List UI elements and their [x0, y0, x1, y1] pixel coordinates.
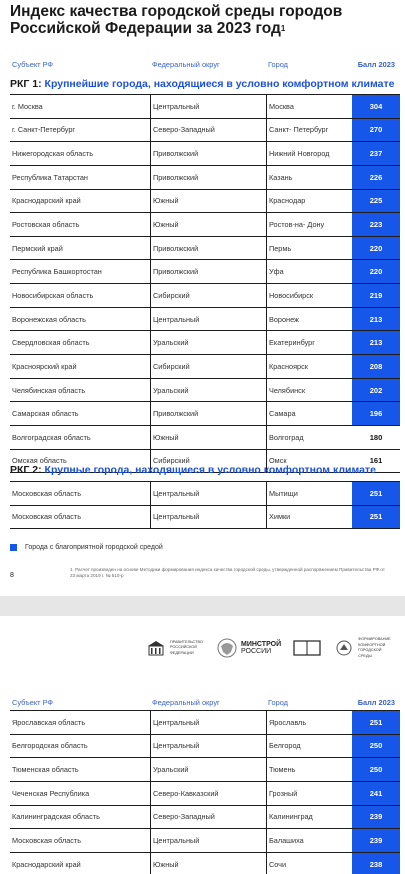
district-cell: Центральный: [150, 735, 268, 758]
subject-cell: Новосибирская область: [12, 290, 94, 300]
district-cell: Центральный: [150, 711, 268, 734]
district-cell: Южный: [150, 213, 268, 236]
footnote: 1. Расчет произведен на основе Методики формирования индекса качества городской среды, утвержденной распоряжением Правительства РФ от 23 марта 2019 г. № 510-р: [70, 567, 385, 578]
city-cell: Красноярск: [266, 355, 354, 378]
subject-cell: Волгоградская область: [12, 432, 91, 442]
score-cell: 213: [352, 308, 400, 331]
score-cell: 220: [352, 237, 400, 260]
table-row: [10, 189, 400, 213]
district-cell: Центральный: [150, 829, 268, 852]
city-cell: Белгород: [266, 735, 354, 758]
col-subject: Субъект РФ: [12, 60, 54, 69]
district-cell: Центральный: [150, 482, 268, 505]
score-cell: 251: [352, 711, 400, 734]
city-cell: Воронеж: [266, 308, 354, 331]
subject-cell: Ростовская область: [12, 220, 80, 230]
subject-cell: г. Москва: [12, 101, 43, 111]
score-cell: 241: [352, 782, 400, 805]
table-row: [10, 283, 400, 307]
subject-cell: Московская область: [12, 488, 82, 498]
subject-cell: Краснодарский край: [12, 196, 81, 206]
district-cell: Уральский: [150, 331, 268, 354]
city-cell: Москва: [266, 95, 354, 118]
ranking-table-1: [10, 94, 400, 473]
district-cell: Южный: [150, 853, 268, 874]
subject-cell: г. Санкт-Петербург: [12, 125, 76, 135]
page-title: Индекс качества городской среды городов Российской Федерации за 2023 год$^1$: [10, 3, 343, 37]
score-cell: 304: [352, 95, 400, 118]
score-cell: 237: [352, 142, 400, 165]
table-row: [10, 259, 400, 283]
city-cell: Ярославль: [266, 711, 354, 734]
district-cell: Северо-Кавказский: [150, 782, 268, 805]
subject-cell: Чеченская Республика: [12, 788, 90, 798]
score-cell: 239: [352, 806, 400, 829]
city-cell: Челябинск: [266, 379, 354, 402]
district-cell: Сибирский: [150, 355, 268, 378]
subject-cell: Нижегородская область: [12, 149, 94, 159]
district-cell: Северо-Западный: [150, 806, 268, 829]
table-row: [10, 354, 400, 378]
table-row: [10, 94, 400, 118]
table-row: [10, 425, 400, 449]
city-cell: Санкт- Петербург: [266, 119, 354, 142]
logo-bar: [145, 628, 400, 668]
score-cell: 219: [352, 284, 400, 307]
city-cell: Грозный: [266, 782, 354, 805]
city-cell: Екатеринбург: [266, 331, 354, 354]
district-cell: Южный: [150, 190, 268, 213]
district-cell: Приволжский: [150, 142, 268, 165]
table-row: [10, 828, 400, 852]
subject-cell: Республика Башкортостан: [12, 267, 102, 277]
district-cell: Уральский: [150, 758, 268, 781]
eagle-emblem-icon: [216, 637, 238, 659]
score-cell: 251: [352, 506, 400, 529]
subject-cell: Красноярский край: [12, 361, 77, 371]
city-cell: Пермь: [266, 237, 354, 260]
subject-cell: Омская область: [12, 456, 67, 466]
page-number: 8: [10, 572, 14, 579]
table-row: [10, 401, 400, 425]
district-cell: Сибирский: [150, 450, 268, 473]
subject-cell: Белгородская область: [12, 741, 88, 751]
score-cell: 208: [352, 355, 400, 378]
city-cell: Калининград: [266, 806, 354, 829]
score-cell: 161: [369, 456, 383, 466]
table-row: [10, 781, 400, 805]
score-cell: 196: [352, 402, 400, 425]
table-row: [10, 505, 400, 530]
city-cell: Самара: [266, 402, 354, 425]
legend: Города с благоприятной городской средой: [10, 544, 163, 551]
ranking-table-3: [10, 710, 400, 874]
score-cell: 270: [352, 119, 400, 142]
table-row: [10, 165, 400, 189]
score-cell: 250: [352, 758, 400, 781]
fkgs-logo: ФОРМИРОВАНИЕ КОМФОРТНОЙ ГОРОДСКОЙ СРЕДЫ: [333, 637, 394, 659]
table-header: [10, 58, 400, 72]
page-9: [0, 616, 405, 874]
city-cell: Нижний Новгород: [266, 142, 354, 165]
score-cell: 180: [369, 432, 383, 442]
city-cell: Краснодар: [266, 190, 354, 213]
gov-logo: ПРАВИТЕЛЬСТВО РОССИЙСКОЙ ФЕДЕРАЦИИ: [145, 637, 204, 659]
city-cell: Химки: [266, 506, 354, 529]
group-header-2: РКГ 2: Крупные города, находящиеся в условно комфортном климате: [10, 464, 376, 476]
city-cell: Мытищи: [266, 482, 354, 505]
district-cell: Сибирский: [150, 284, 268, 307]
city-cell: Омск: [266, 450, 354, 473]
subject-cell: Ярославская область: [12, 717, 86, 727]
table-row: [10, 378, 400, 402]
score-cell: 223: [352, 213, 400, 236]
ranking-table-2: [10, 481, 400, 529]
table-row: [10, 805, 400, 829]
subject-cell: Краснодарский край: [12, 859, 81, 869]
dom-rf-logo: [293, 640, 321, 656]
district-cell: Приволжский: [150, 402, 268, 425]
city-cell: Казань: [266, 166, 354, 189]
city-cell: Балашиха: [266, 829, 354, 852]
subject-cell: Самарская область: [12, 409, 79, 419]
score-cell: 226: [352, 166, 400, 189]
table-row: [10, 236, 400, 260]
score-cell: 251: [352, 482, 400, 505]
score-cell: 238: [352, 853, 400, 874]
subject-cell: Воронежская область: [12, 314, 86, 324]
table-row: [10, 330, 400, 354]
score-cell: 239: [352, 829, 400, 852]
subject-cell: Челябинская область: [12, 385, 86, 395]
district-cell: Уральский: [150, 379, 268, 402]
city-cell: Волгоград: [266, 426, 354, 449]
subject-cell: Московская область: [12, 836, 82, 846]
subject-cell: Свердловская область: [12, 338, 90, 348]
score-cell: 220: [352, 260, 400, 283]
col-score: Балл 2023: [357, 60, 395, 69]
table-row: [10, 852, 400, 874]
district-cell: Центральный: [150, 308, 268, 331]
table-row: [10, 481, 400, 505]
legend-swatch: [10, 544, 17, 551]
city-cell: Уфа: [266, 260, 354, 283]
district-cell: Южный: [150, 426, 268, 449]
district-cell: Центральный: [150, 506, 268, 529]
district-cell: Приволжский: [150, 260, 268, 283]
subject-cell: Московская область: [12, 512, 82, 522]
minstroy-logo: МИНСТРОЙ РОССИИ: [216, 637, 281, 659]
table-row: [10, 118, 400, 142]
table-header: Субъект РФ Федеральный округ Город Балл 2023: [12, 698, 395, 707]
dom-rf-mark-icon: [293, 640, 321, 656]
table-row: [10, 212, 400, 236]
page-gap: [0, 596, 405, 616]
city-environment-icon: [333, 637, 355, 659]
score-cell: 250: [352, 735, 400, 758]
score-cell: 213: [352, 331, 400, 354]
subject-cell: Калининградская область: [12, 812, 100, 822]
district-cell: Приволжский: [150, 166, 268, 189]
city-cell: Сочи: [266, 853, 354, 874]
score-cell: 225: [352, 190, 400, 213]
table-row: [10, 307, 400, 331]
table-row: [10, 757, 400, 781]
table-row: [10, 710, 400, 734]
district-cell: Северо-Западный: [150, 119, 268, 142]
district-cell: Центральный: [150, 95, 268, 118]
subject-cell: Тюменская область: [12, 765, 79, 775]
col-city: Город: [268, 60, 288, 69]
subject-cell: Республика Татарстан: [12, 172, 88, 182]
table-row: [10, 734, 400, 758]
score-cell: 202: [352, 379, 400, 402]
group-header-1: РКГ 1: Крупнейшие города, находящиеся в условно комфортном климате: [10, 78, 395, 90]
city-cell: Тюмень: [266, 758, 354, 781]
government-building-icon: [145, 637, 167, 659]
subject-cell: Пермский край: [12, 243, 63, 253]
col-district: Федеральный округ: [152, 60, 220, 69]
table-row: [10, 141, 400, 165]
city-cell: Ростов-на- Дону: [266, 213, 354, 236]
city-cell: Новосибирск: [266, 284, 354, 307]
district-cell: Приволжский: [150, 237, 268, 260]
